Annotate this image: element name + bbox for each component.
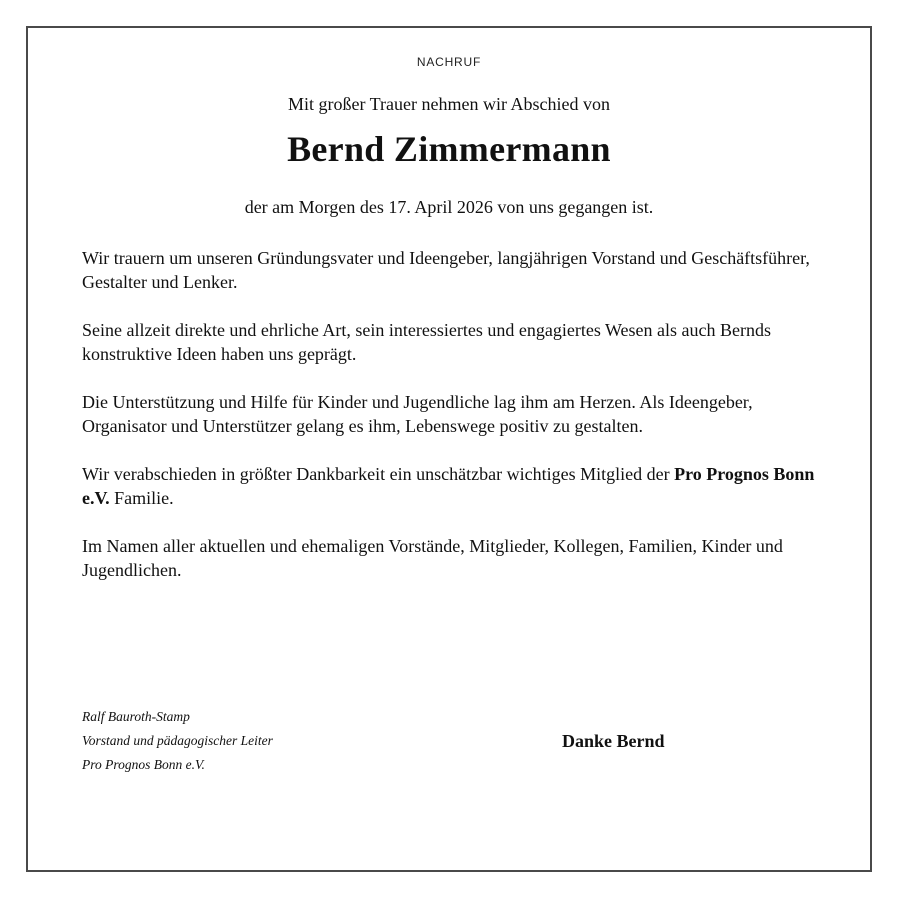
paragraph-founder: Wir trauern um unseren Gründungsvater und Ideengeber, langjährigen Vorstand und Geschäftsführer, Gestalter und Lenker. [82,248,810,292]
closing-thanks: Danke Bernd [562,731,665,751]
signatory-role: Vorstand und pädagogischer Leiter [82,733,273,748]
deceased-name: Bernd Zimmermann [287,129,611,169]
intro-line: Mit großer Trauer nehmen wir Abschied von [288,94,610,114]
paragraph-farewell [82,462,830,510]
paragraph-character: Seine allzeit direkte und ehrliche Art, sein interessiertes und engagiertes Wesen als auch Bernds konstruktive Ideen haben uns geprägt. [82,320,771,364]
signature-block [82,705,273,777]
notice-kicker: NACHRUF [416,55,482,69]
paragraph-support: Die Unterstützung und Hilfe für Kinder und Jugendliche lag ihm am Herzen. Als Ideengeber, Organisator und Unterstützer gelang es ihm, Lebenswege positiv zu gestalten. [82,392,753,436]
farewell-text-end: Familie. [109,488,174,508]
death-date-line: der am Morgen des 17. April 2026 von uns gegangen ist. [244,197,654,217]
notice-body [82,246,830,582]
paragraph-on-behalf: Im Namen aller aktuellen und ehemaligen Vorstände, Mitglieder, Kollegen, Familien, Kinder und Jugendlichen. [82,536,783,580]
farewell-text-start: Wir verabschieden in größter Dankbarkeit ein unschätzbar wichtiges Mitglied der [82,464,675,484]
signatory-name: Ralf Bauroth-Stamp [82,709,190,724]
signatory-organization: Pro Prognos Bonn e.V. [82,757,205,772]
obituary-notice [26,26,872,872]
organization-name: Pro Prognos Bonn e.V. [82,464,815,508]
